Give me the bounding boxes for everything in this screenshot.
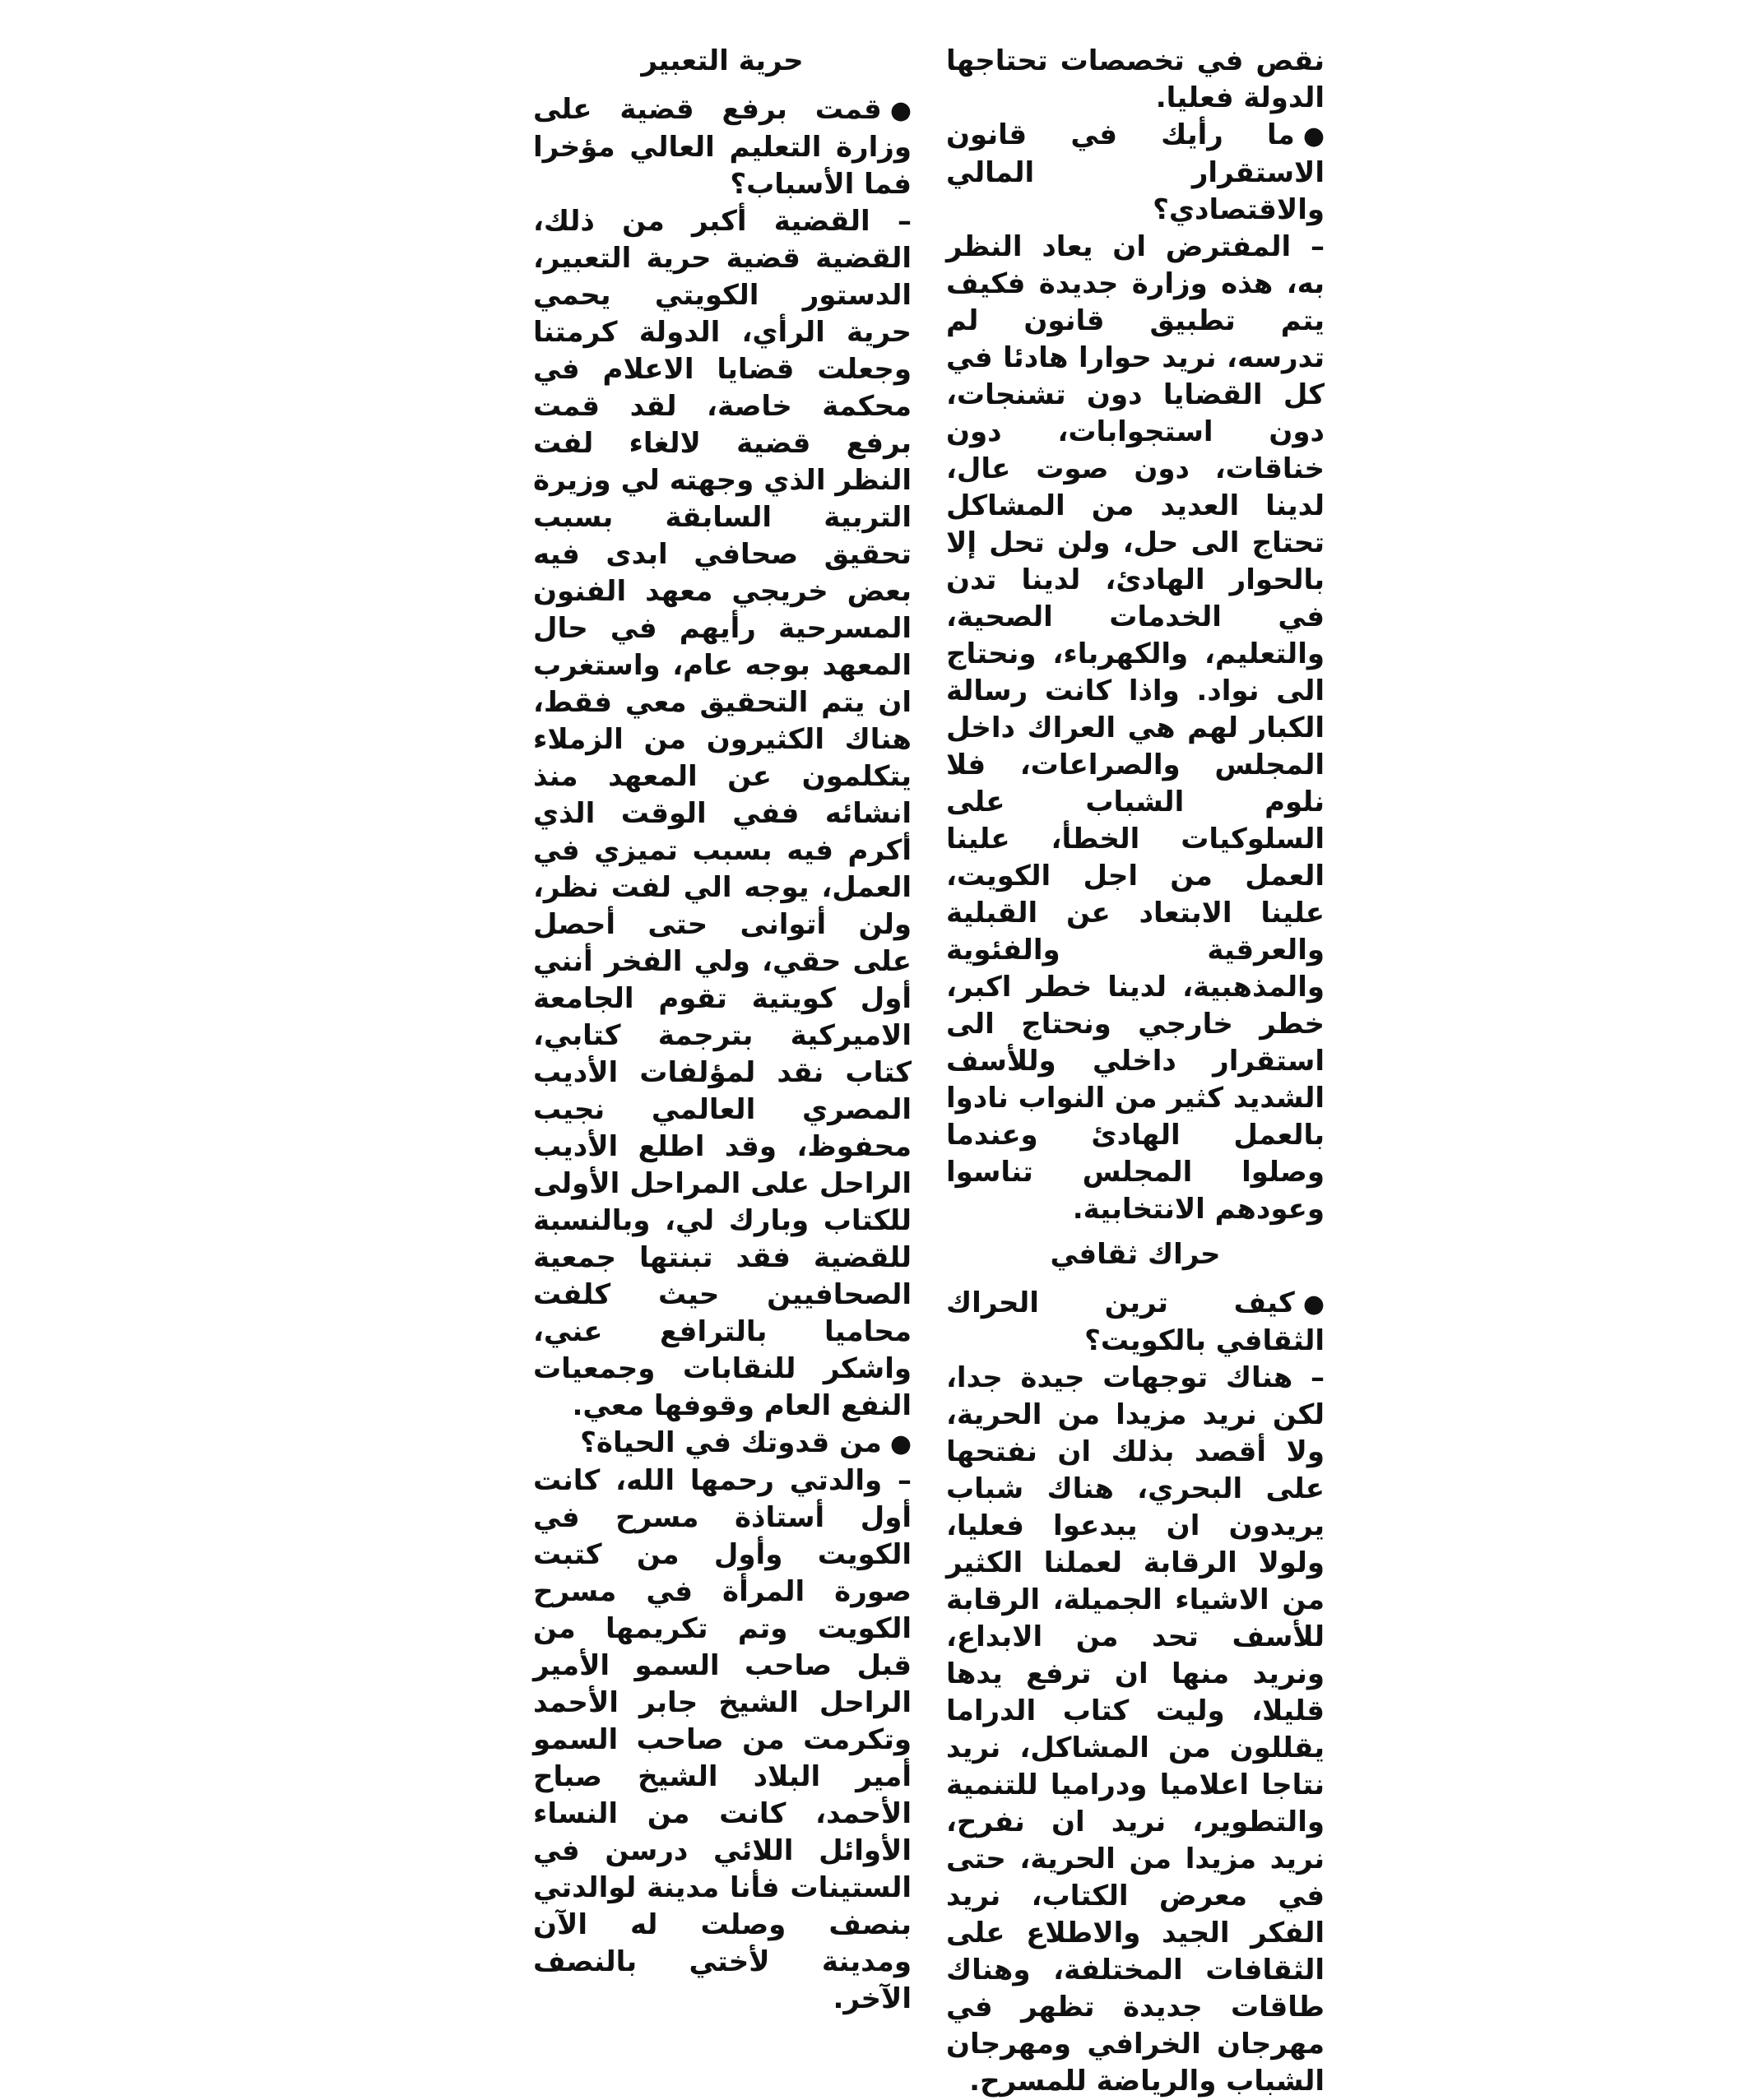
- section-heading: حراك ثقافي: [1050, 1238, 1221, 1271]
- question-paragraph: [533, 1425, 912, 1463]
- answer-paragraph: – المفترض ان يعاد النظر به، هذه وزارة جديدة فكيف يتم تطبيق قانون لم تدرسه، نريد حوارا هادئا في كل القضايا دون تشنجات، دون استجوابات، دون خناقات، دون صوت عال، لدينا العديد من المشاكل تحتاج الى حل، ولن تحل إلا بالحوار الهادئ، لدينا تدن في الخدمات الصحية، والتعليم، والكهرباء، ونحتاج الى نواد. واذا كانت رسالة الكبار لهم هي العراك داخل المجلس والصراعات، فلا نلوم الشباب على السلوكيات الخطأ، علينا العمل من اجل الكويت، علينا الابتعاد عن القبلية والعرقية والفئوية والمذهبية، لدينا خطر اكبر، خطر خارجي ونحتاج الى استقرار داخلي وللأسف الشديد كثير من النواب نادوا بالعمل الهادئ وعندما وصلوا المجلس تناسوا وعودهم الانتخابية.: [946, 230, 1325, 1226]
- bullet-icon: ●: [1302, 1290, 1325, 1319]
- article-column-right: [946, 43, 1325, 2100]
- question-paragraph: [533, 91, 912, 203]
- answer-paragraph: – القضية أكبر من ذلك، القضية قضية حرية التعبير، الدستور الكويتي يحمي حرية الرأي، الدولة كرمتنا وجعلت قضايا الاعلام في محكمة خاصة، لقد قمت برفع قضية لالغاء لفت النظر الذي وجهته لي وزيرة التربية السابقة بسبب تحقيق صحافي ابدى فيه بعض خريجي معهد الفنون المسرحية رأيهم في حال المعهد بوجه عام، واستغرب ان يتم التحقيق معي فقط، هناك الكثيرون من الزملاء يتكلمون عن المعهد منذ انشائه ففي الوقت الذي أكرم فيه بسبب تميزي في العمل، يوجه الي لفت نظر، ولن أتوانى حتى أحصل على حقي، ولي الفخر أنني أول كويتية تقوم الجامعة الاميركية بترجمة كتابي، كتاب نقد لمؤلفات الأديب المصري العالمي نجيب محفوظ، وقد اطلع الأديب الراحل على المراحل الأولى للكتاب وبارك لي، وبالنسبة للقضية فقد تبنتها جمعية الصحافيين حيث كلفت محاميا بالترافع عني، واشكر للنقابات وجمعيات النفع العام وقوفها معي.: [533, 205, 912, 1422]
- answer-paragraph: – والدتي رحمها الله، كانت أول أستاذة مسرح في الكويت وأول من كتبت صورة المرأة في مسرح الكويت وتم تكريمها من قبل صاحب السمو الأمير الراحل الشيخ جابر الأحمد وتكرمت من صاحب السمو أمير البلاد الشيخ صباح الأحمد، كانت من النساء الأوائل اللائي درسن في الستينات فأنا مدينة لوالدتي بنصف وصلت له الآن ومدينة لأختي بالنصف الآخر.: [533, 1464, 912, 2015]
- section-heading: حرية التعبير: [641, 44, 804, 77]
- bullet-icon: ●: [1302, 122, 1325, 151]
- question-paragraph: [946, 1285, 1325, 1360]
- question-text: كيف ترين الحراك الثقافي بالكويت؟: [946, 1286, 1325, 1357]
- question-text: قمت برفع قضية على وزارة التعليم العالي مؤخرا فما الأسباب؟: [533, 93, 912, 201]
- paragraph-continued: نقص في تخصصات تحتاجها الدولة فعليا.: [946, 44, 1325, 114]
- article-column-left: [533, 43, 912, 2018]
- question-paragraph: [946, 117, 1325, 229]
- question-text: ما رأيك في قانون الاستقرار المالي والاقتصادي؟: [946, 118, 1325, 226]
- answer-paragraph: – هناك توجهات جيدة جدا، لكن نريد مزيدا من الحرية، ولا أقصد بذلك ان نفتحها على البحري، هناك شباب يريدون ان يبدعوا فعليا، ولولا الرقابة لعملنا الكثير من الاشياء الجميلة، الرقابة للأسف تحد من الابداع، ونريد منها ان ترفع يدها قليلا، وليت كتاب الدراما يقللون من المشاكل، نريد نتاجا اعلاميا ودراميا للتنمية والتطوير، نريد ان نفرح، نريد مزيدا من الحرية، حتى في معرض الكتاب، نريد الفكر الجيد والاطلاع على الثقافات المختلفة، وهناك طاقات جديدة تظهر في مهرجان الخرافي ومهرجان الشباب والرياضة للمسرح.: [946, 1361, 1325, 2098]
- question-text: من قدوتك في الحياة؟: [580, 1426, 882, 1459]
- bullet-icon: ●: [889, 96, 912, 125]
- bullet-icon: ●: [889, 1430, 912, 1458]
